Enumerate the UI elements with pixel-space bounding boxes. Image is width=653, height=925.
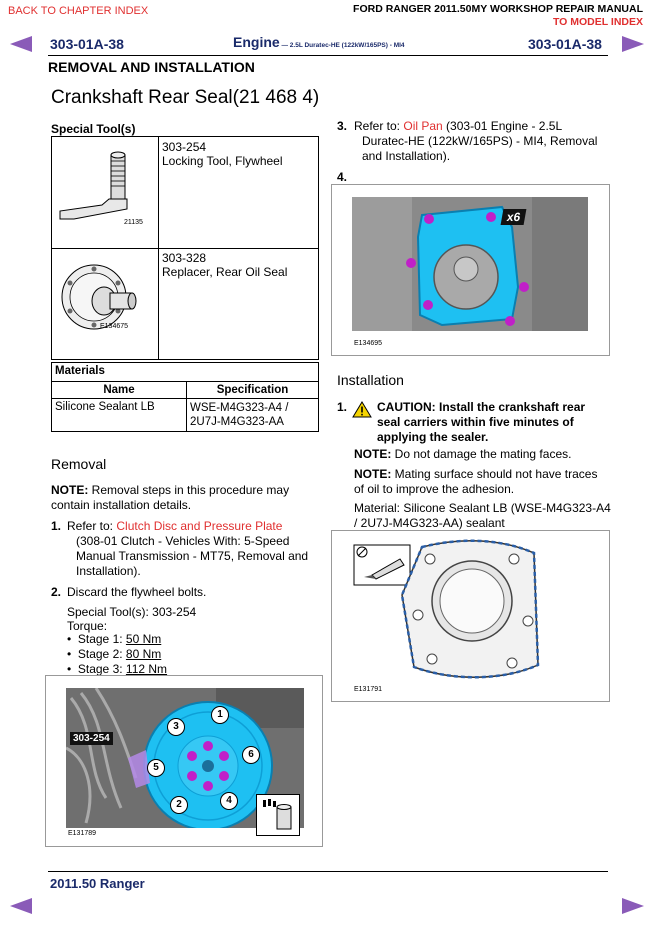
engine-heading xyxy=(233,34,405,52)
header-divider xyxy=(48,55,608,56)
discard-bolts-icon xyxy=(256,794,300,836)
removal-step-1-number: 1. xyxy=(51,519,62,533)
special-tools-line: Special Tool(s): 303-254 xyxy=(67,605,197,619)
special-tools-table xyxy=(51,136,319,360)
step-4-number: 4. xyxy=(337,170,348,184)
rear-seal-carrier-figure xyxy=(331,184,610,356)
materials-col-name: Name xyxy=(52,382,187,399)
bolt-quantity-callout: x6 xyxy=(501,209,527,225)
install-note-2: NOTE: Mating surface should not have traces of oil to improve the adhesion. xyxy=(354,467,598,496)
oil-pan-link[interactable]: Oil Pan xyxy=(403,119,443,133)
torque-stage-3: • Stage 3: 112 Nm xyxy=(67,662,168,676)
material-spec-cell: WSE-M4G323-A4 / 2U7J-M4G323-AA xyxy=(187,399,319,432)
install-note-1: NOTE: Do not damage the mating faces. xyxy=(354,447,572,461)
sealant-material: Material: Silicone Sealant LB (WSE-M4G323-A4 / 2U7J-M4G323-AA) sealant xyxy=(354,501,611,530)
bolt-number-4: 4 xyxy=(220,792,238,810)
removal-step-1-text: Refer to: Clutch Disc and Pressure Plate (308-01 Clutch - Vehicles With: 5-Speed Manual Transmission - MT75, Removal and Installation). xyxy=(67,519,309,578)
previous-page-arrow-icon[interactable] xyxy=(10,36,32,52)
material-name-cell: Silicone Sealant LB xyxy=(52,399,187,432)
removal-heading: Removal xyxy=(51,456,107,472)
tool-2-name: Replacer, Rear Oil Seal xyxy=(162,265,288,279)
tool-1-figure-id: 21135 xyxy=(124,219,143,226)
removal-note: NOTE: Removal steps in this procedure may contain installation details. xyxy=(51,483,290,512)
seal-carrier-figure-id: E134695 xyxy=(354,340,383,347)
torque-stage-2: • Stage 2: 80 Nm xyxy=(67,647,162,661)
seal-carrier-sealant-illustration xyxy=(352,535,592,685)
sealant-figure-id: E131791 xyxy=(354,686,383,693)
install-step-1-number: 1. xyxy=(337,400,348,414)
footer-next-arrow-icon[interactable] xyxy=(622,898,644,914)
removal-step-2-number: 2. xyxy=(51,585,62,599)
footer-previous-arrow-icon[interactable] xyxy=(10,898,32,914)
section-number-right: 303-01A-38 xyxy=(528,36,602,52)
caution-text: CAUTION: Install the crankshaft rear seal carriers within five minutes of applying the sealer. xyxy=(377,400,586,444)
category-heading: REMOVAL AND INSTALLATION xyxy=(48,59,255,75)
clutch-disc-link[interactable]: Clutch Disc and Pressure Plate xyxy=(116,519,283,533)
step-3-text: Refer to: Oil Pan (303-01 Engine - 2.5L Duratec-HE (122kW/165PS) - MI4, Removal and Installation). xyxy=(354,119,598,163)
materials-table xyxy=(51,362,319,432)
engine-sub-label: — 2.5L Duratec-HE (122kW/165PS) - MI4 xyxy=(279,42,405,49)
sealant-application-figure xyxy=(331,530,610,702)
next-page-arrow-icon[interactable] xyxy=(622,36,644,52)
manual-title: FORD RANGER 2011.50MY WORKSHOP REPAIR MANUAL xyxy=(353,3,643,15)
torque-stage-list xyxy=(67,632,167,677)
materials-col-spec: Specification xyxy=(187,382,319,399)
torque-label: Torque: xyxy=(67,619,108,633)
bolt-number-5: 5 xyxy=(147,759,165,777)
installation-heading: Installation xyxy=(337,372,404,388)
flywheel-figure-id: E131789 xyxy=(68,830,97,837)
special-tools-heading: Special Tool(s) xyxy=(51,122,136,136)
bolt-number-3: 3 xyxy=(167,718,185,736)
rear-oil-seal-replacer-illustration xyxy=(54,253,156,349)
page-title: Crankshaft Rear Seal(21 468 4) xyxy=(51,87,320,108)
bolt-number-6: 6 xyxy=(242,746,260,764)
caution-warning-icon xyxy=(352,401,372,418)
engine-label: Engine xyxy=(233,34,280,50)
materials-heading: Materials xyxy=(52,363,319,382)
to-model-index-link[interactable]: TO MODEL INDEX xyxy=(552,16,643,28)
tool-2-number: 303-328 xyxy=(162,251,207,265)
step-3-number: 3. xyxy=(337,119,348,133)
section-number-left: 303-01A-38 xyxy=(50,36,124,52)
tool-1-name: Locking Tool, Flywheel xyxy=(162,154,283,168)
flywheel-figure xyxy=(45,675,323,847)
tool-callout-303-254: 303-254 xyxy=(70,732,113,745)
removal-step-2-text: Discard the flywheel bolts. xyxy=(67,585,207,599)
footer-model: 2011.50 Ranger xyxy=(50,876,145,891)
rear-seal-carrier-illustration xyxy=(352,197,588,331)
flywheel-locking-tool-illustration xyxy=(54,141,156,245)
back-to-chapter-index-link[interactable]: BACK TO CHAPTER INDEX xyxy=(8,5,149,17)
tool-1-number: 303-254 xyxy=(162,140,207,154)
bolt-number-1: 1 xyxy=(211,706,229,724)
bolt-number-2: 2 xyxy=(170,796,188,814)
tool-2-figure-id: E134675 xyxy=(100,323,129,330)
torque-stage-1: • Stage 1: 50 Nm xyxy=(67,632,162,646)
footer-divider xyxy=(48,871,608,872)
